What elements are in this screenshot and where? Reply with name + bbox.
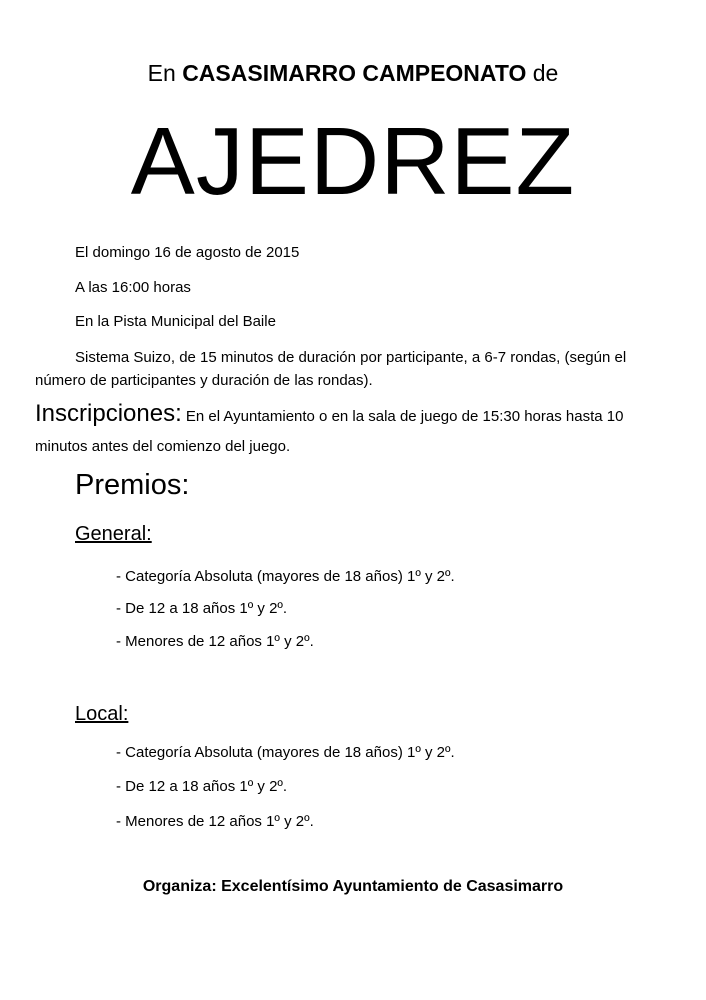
local-section-title: Local: xyxy=(75,703,129,725)
organizer-line: Organiza: Excelentísimo Ayuntamiento de Casasimarro xyxy=(142,878,564,895)
event-system: Sistema Suizo, de 15 minutos de duración por participante, a 6-7 rondas, (según el número de participantes y duración de las rondas). xyxy=(35,349,627,389)
local-prize-item: - Menores de 12 años 1º y 2º. xyxy=(116,813,314,830)
premios-title: Premios: xyxy=(75,469,190,501)
inscripciones-text: En el Ayuntamiento o en la sala de juego de 15:30 horas hasta 10 minutos antes del comienzo del juego. xyxy=(35,408,624,455)
local-prize-item: - De 12 a 18 años 1º y 2º. xyxy=(116,778,288,795)
header-bold-text: CASASIMARRO CAMPEONATO xyxy=(182,60,527,86)
general-section-title: General: xyxy=(75,523,152,545)
event-time: A las 16:00 horas xyxy=(75,279,191,296)
local-prize-item: - Categoría Absoluta (mayores de 18 años) 1º y 2º. xyxy=(116,744,455,761)
general-prize-item: - De 12 a 18 años 1º y 2º. xyxy=(116,600,288,617)
inscripciones-paragraph xyxy=(35,399,675,462)
general-prize-item: - Categoría Absoluta (mayores de 18 años) 1º y 2º. xyxy=(116,568,455,585)
header-prefix: En xyxy=(147,60,176,86)
header-line xyxy=(0,60,706,87)
event-date: El domingo 16 de agosto de 2015 xyxy=(75,244,300,261)
header-suffix: de xyxy=(532,60,559,86)
page-title: AJEDREZ xyxy=(130,108,576,215)
inscripciones-label: Inscripciones: xyxy=(35,400,182,427)
general-prize-item: - Menores de 12 años 1º y 2º. xyxy=(116,633,314,650)
event-place: En la Pista Municipal del Baile xyxy=(75,313,276,330)
